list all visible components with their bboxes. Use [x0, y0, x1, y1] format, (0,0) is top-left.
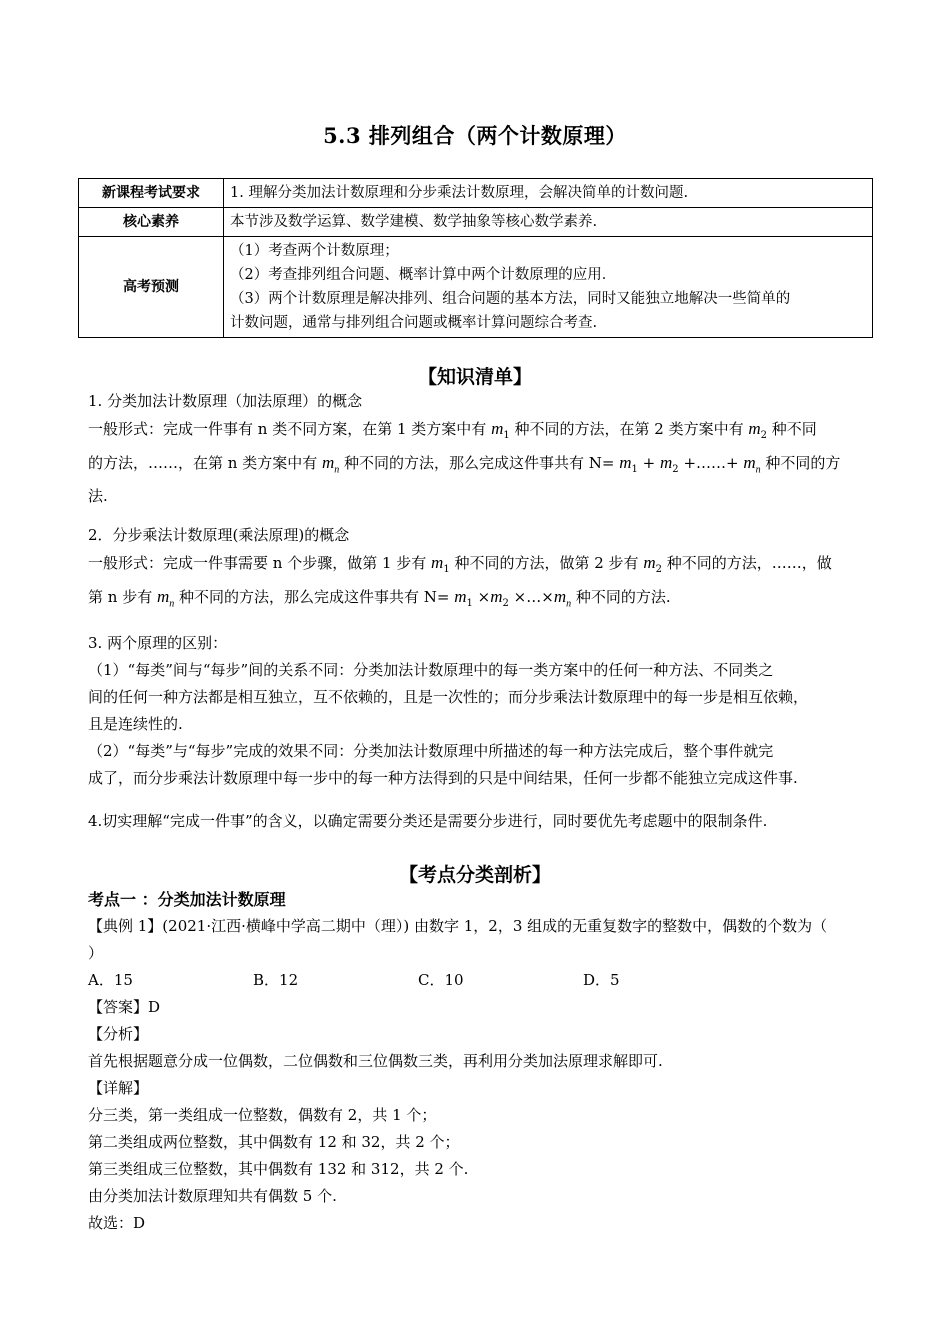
section-title: 1. 分类加法计数原理（加法原理）的概念: [88, 392, 363, 410]
paragraph: 一般形式：完成一件事有 n 类不同方案，在第 1 类方案中有 $m_1$ 种不同的方法，在第 2 类方案中有 $m_2$ 种不同: [88, 419, 817, 441]
table-row: [79, 179, 873, 208]
knowledge-section-1: [88, 388, 870, 510]
paragraph: 4.切实理解“完成一件事”的含义，以确定需要分类还是需要分步进行，同时要优先考虑题中的限制条件.: [88, 812, 768, 830]
paragraph: 间的任何一种方法都是相互独立，互不依赖的，且是一次性的；而分步乘法计数原理中的每一步是相互依赖，: [88, 688, 809, 706]
detail-label: 【详解】: [88, 1079, 149, 1097]
prediction-line: （2）考查排列组合问题、概率计算中两个计数原理的应用．: [230, 267, 617, 283]
detail-line: 故选：D: [88, 1214, 146, 1232]
knowledge-section-3: [88, 630, 870, 792]
answer: 【答案】D: [88, 998, 161, 1016]
paragraph: （2）“每类”与“每步”完成的效果不同：分类加法计数原理中所描述的每一种方法完成后，整个事件就完: [88, 742, 774, 760]
paragraph: 法.: [88, 487, 108, 506]
section-title: 3. 两个原理的区别：: [88, 634, 228, 652]
row-label: 高考预测: [79, 237, 224, 338]
answer-options: [88, 967, 870, 994]
option-d: D．5: [583, 971, 620, 989]
row-label: 新课程考试要求: [79, 179, 224, 208]
row-label: 核心素养: [79, 208, 224, 237]
analysis-label: 【分析】: [88, 1025, 149, 1043]
prediction-line: （3）两个计数原理是解决排列、组合问题的基本方法，同时又能独立地解决一些简单的: [230, 291, 791, 307]
example-question: 【典例 1】(2021·江西·横峰中学高二期中（理）) 由数字 1，2，3 组成的无重复数字的整数中，偶数的个数为（: [88, 917, 828, 935]
detail-line: 第二类组成两位整数，其中偶数有 12 和 32，共 2 个；: [88, 1133, 460, 1151]
example-question-end: ）: [88, 944, 104, 962]
knowledge-heading: 【知识清单】: [417, 366, 532, 388]
option-b: B．12: [253, 971, 299, 989]
row-content: 1. 理解分类加法计数原理和分步乘法计数原理，会解决简单的计数问题.: [224, 179, 873, 208]
option-c: C．10: [418, 971, 464, 989]
requirements-table: [78, 178, 873, 338]
table-row: [79, 208, 873, 237]
knowledge-section-2: [88, 522, 870, 617]
paragraph: 且是连续性的.: [88, 715, 183, 733]
detail-line: 分三类，第一类组成一位整数，偶数有 2，共 1 个；: [88, 1106, 437, 1124]
option-a: A．15: [88, 971, 133, 989]
analysis-text: 首先根据题意分成一位偶数，二位偶数和三位偶数三类，再利用分类加法原理求解即可.: [88, 1052, 663, 1070]
analysis-heading: 【考点分类剖析】: [398, 864, 551, 886]
detail-line: 第三类组成三位整数，其中偶数有 132 和 312，共 2 个.: [88, 1160, 469, 1178]
analysis-block: [88, 886, 870, 1237]
paragraph: 第 n 步有 $m_n$ 种不同的方法，那么完成这件事共有 $N= m_1 \times m_2$ $\times\dots\times m_n$ 种不同的方法.: [88, 587, 671, 610]
point-title: 考点一 ：分类加法计数原理: [88, 890, 286, 909]
prediction-line: （1）考查两个计数原理；: [230, 243, 399, 259]
table-row: [79, 237, 873, 338]
knowledge-section-4: [88, 808, 870, 835]
row-content: [224, 237, 873, 338]
section-title: 2．分步乘法计数原理(乘法原理)的概念: [88, 526, 350, 544]
paragraph: （1）“每类”间与“每步”间的关系不同：分类加法计数原理中的每一类方案中的任何一种方法、不同类之: [88, 661, 774, 679]
paragraph: 成了，而分步乘法计数原理中每一步中的每一种方法得到的只是中间结果，任何一步都不能独立完成这件事.: [88, 769, 798, 787]
page-title: 5.3 排列组合（两个计数原理）: [323, 123, 627, 148]
prediction-line: 计数问题，通常与排列组合问题或概率计算问题综合考查.: [230, 315, 598, 331]
row-content: 本节涉及数学运算、数学建模、数学抽象等核心数学素养.: [224, 208, 873, 237]
detail-line: 由分类加法计数原理知共有偶数 5 个.: [88, 1187, 337, 1205]
paragraph: 的方法，……，在第 n 类方案中有 $m_n$ 种不同的方法，那么完成这件事共有 $N= m_1 + m_2$ +……+ $m_n$ 种不同的方: [88, 453, 841, 476]
paragraph: 一般形式：完成一件事需要 n 个步骤，做第 1 步有 $m_1$ 种不同的方法，做第 2 步有 $m_2$ 种不同的方法，……，做: [88, 553, 832, 575]
